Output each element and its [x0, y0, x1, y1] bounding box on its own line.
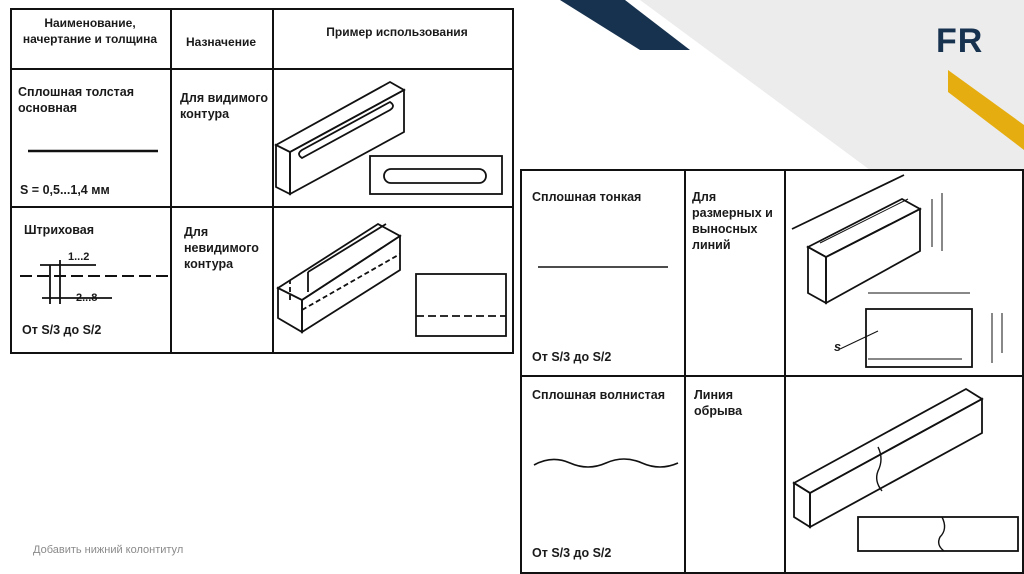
hidden-contour-drawing: [12, 10, 13, 11]
row1-thickness: S = 0,5...1,4 мм: [20, 183, 110, 197]
row3-thickness: От S/3 до S/2: [532, 350, 612, 364]
header-purpose: Назначение: [185, 35, 256, 49]
break-line-drawing: [522, 171, 523, 172]
row2-name: Штриховая: [24, 223, 95, 237]
brand-logo: FR: [936, 22, 984, 60]
gap-length-label: 2...8: [76, 292, 98, 304]
row4-thickness: От S/3 до S/2: [532, 546, 612, 560]
thickness-label-s: s: [834, 340, 841, 354]
row1-name: Сплошная толстая основная: [18, 85, 135, 115]
row1-purpose: Для видимого контура: [180, 91, 268, 121]
row4-purpose: Линия обрыва: [694, 388, 743, 418]
line-types-table-part-1: [10, 8, 514, 354]
row3-name: Сплошная тонкая: [532, 190, 642, 204]
row2-thickness: От S/3 до S/2: [22, 323, 102, 337]
line-types-table-part-2: [520, 169, 1024, 574]
footer-placeholder[interactable]: Добавить нижний колонтитул: [33, 544, 184, 556]
row3-purpose: Для размерных и выносных линий: [692, 190, 773, 252]
row2-purpose: Для невидимого контура: [184, 225, 259, 271]
row4-name: Сплошная волнистая: [532, 388, 666, 402]
header-name: Наименование, начертание и толщина: [22, 16, 158, 46]
header-example: Пример использования: [326, 25, 468, 39]
dash-length-label: 1...2: [68, 251, 90, 263]
